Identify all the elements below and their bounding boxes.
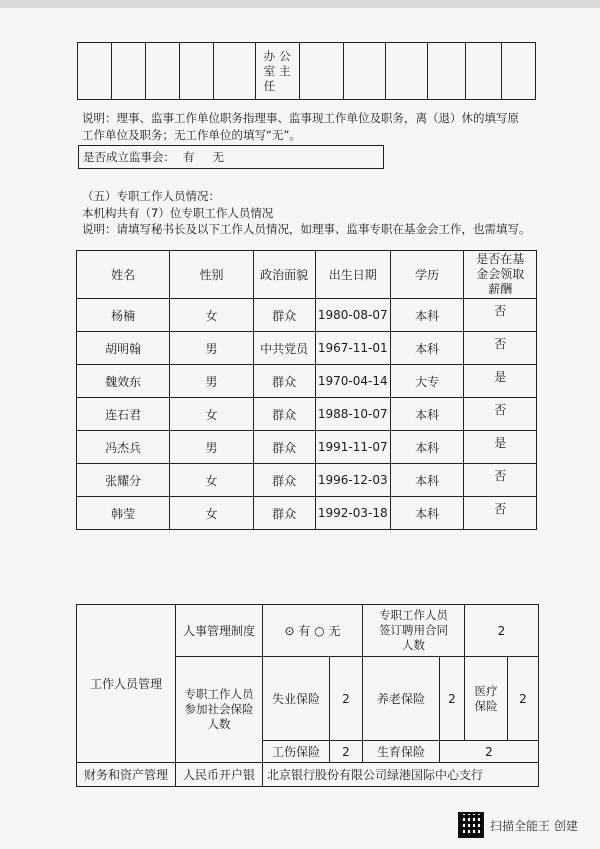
cell-education: 本科 xyxy=(390,497,464,530)
cell-education: 本科 xyxy=(390,299,464,332)
col-header: 出生日期 xyxy=(315,251,390,299)
supervisory-no[interactable]: 无 xyxy=(212,150,224,164)
pension-label: 养老保险 xyxy=(363,657,440,741)
cell-name: 连石君 xyxy=(77,398,170,431)
bank-value: 北京银行股份有限公司绿港国际中心支行 xyxy=(263,763,539,787)
cell-salary: 否 xyxy=(464,299,537,332)
cell-gender: 女 xyxy=(170,464,253,497)
scanner-watermark xyxy=(458,812,578,838)
top-cell xyxy=(299,43,343,100)
table-row xyxy=(77,431,537,464)
note-line-1: 说明：理事、监事工作单位职务指理事、监事现工作单位及职务，离（退）休的填写原 xyxy=(82,111,519,125)
supervisory-label: 是否成立监事会： xyxy=(83,150,175,164)
cell-birth: 1967-11-01 xyxy=(315,332,390,365)
unemployment-value: 2 xyxy=(330,657,363,741)
top-table xyxy=(77,42,536,100)
col-header: 性别 xyxy=(170,251,253,299)
top-cell xyxy=(386,43,428,100)
top-cell xyxy=(466,43,502,100)
top-cell xyxy=(145,43,179,100)
cell-name: 魏效东 xyxy=(77,365,170,398)
cell-education: 大专 xyxy=(390,365,464,398)
staff-mgmt-label: 工作人员管理 xyxy=(77,605,176,763)
section-note: 说明：请填写秘书长及以下工作人员情况，如理事、监事专职在基金会工作，也需填写。 xyxy=(82,222,531,236)
top-cell xyxy=(111,43,145,100)
cell-salary: 是 xyxy=(464,365,537,398)
cell-salary: 是 xyxy=(464,431,537,464)
staff-header-row xyxy=(77,251,537,299)
top-cell xyxy=(213,43,255,100)
cell-birth: 1992-03-18 xyxy=(315,497,390,530)
top-header-cell xyxy=(255,43,299,100)
cell-name: 胡明翰 xyxy=(77,332,170,365)
top-cell xyxy=(179,43,213,100)
maternity-value: 2 xyxy=(440,741,539,763)
table-row xyxy=(77,365,537,398)
injury-label: 工伤保险 xyxy=(263,741,330,763)
contract-value: 2 xyxy=(465,605,539,657)
table-row xyxy=(77,299,537,332)
cell-birth: 1980-08-07 xyxy=(315,299,390,332)
cell-name: 杨楠 xyxy=(77,299,170,332)
medical-value: 2 xyxy=(508,657,539,741)
maternity-label: 生育保险 xyxy=(363,741,440,763)
cell-name: 张耀分 xyxy=(77,464,170,497)
table-row xyxy=(77,497,537,530)
cell-gender: 男 xyxy=(170,431,253,464)
hr-system-label: 人事管理制度 xyxy=(176,605,263,657)
cell-birth: 1996-12-03 xyxy=(315,464,390,497)
bank-label: 人民币开户银 xyxy=(176,763,263,787)
top-cell xyxy=(502,43,536,100)
cell-gender: 男 xyxy=(170,365,253,398)
table-row xyxy=(77,464,537,497)
top-cell xyxy=(343,43,385,100)
top-header-text: 办 室 任 xyxy=(263,48,276,93)
top-cell xyxy=(78,43,112,100)
qr-code-icon xyxy=(458,812,484,838)
top-scan-strip xyxy=(0,0,600,8)
note-line-2: 工作单位及职务；无工作单位的填写“无”。 xyxy=(82,128,301,142)
cell-salary: 否 xyxy=(464,497,537,530)
cell-birth: 1988-10-07 xyxy=(315,398,390,431)
unemployment-label: 失业保险 xyxy=(263,657,330,741)
cell-gender: 女 xyxy=(170,497,253,530)
cell-gender: 男 xyxy=(170,332,253,365)
cell-political: 中共党员 xyxy=(253,332,315,365)
cell-political: 群众 xyxy=(253,497,315,530)
cell-political: 群众 xyxy=(253,464,315,497)
top-cell xyxy=(428,43,466,100)
cell-education: 本科 xyxy=(390,464,464,497)
cell-political: 群众 xyxy=(253,431,315,464)
pension-value: 2 xyxy=(440,657,465,741)
cell-education: 本科 xyxy=(390,398,464,431)
cell-political: 群众 xyxy=(253,365,315,398)
section-title: （五）专职工作人员情况： xyxy=(82,189,220,203)
supervisory-box xyxy=(78,145,384,169)
cell-salary: 否 xyxy=(464,332,537,365)
insurance-label: 专职工作人员 参加社会保险 人数 xyxy=(176,657,263,763)
cell-education: 本科 xyxy=(390,332,464,365)
cell-birth: 1970-04-14 xyxy=(315,365,390,398)
top-header-text-2: 公 主 xyxy=(279,48,291,78)
table-row xyxy=(77,332,537,365)
cell-education: 本科 xyxy=(390,431,464,464)
col-header: 姓名 xyxy=(77,251,170,299)
cell-salary: 否 xyxy=(464,464,537,497)
hr-system-radio[interactable]: ⊙ 有 ○ 无 xyxy=(263,605,363,657)
cell-name: 冯杰兵 xyxy=(77,431,170,464)
table-row xyxy=(77,398,537,431)
finance-label: 财务和资产管理 xyxy=(77,763,176,787)
col-header: 学历 xyxy=(390,251,464,299)
cell-salary: 否 xyxy=(464,398,537,431)
staff-count: 本机构共有（7）位专职工作人员情况 xyxy=(82,206,274,220)
injury-value: 2 xyxy=(330,741,363,763)
col-header: 政治面貌 xyxy=(253,251,315,299)
medical-label: 医疗 保险 xyxy=(465,657,508,741)
supervisory-yes[interactable]: 有 xyxy=(183,150,195,164)
scanner-text: 扫描全能王 创建 xyxy=(490,818,578,833)
col-header: 是否在基 金会领取 薪酬 xyxy=(464,251,537,299)
cell-birth: 1991-11-07 xyxy=(315,431,390,464)
cell-gender: 女 xyxy=(170,299,253,332)
contract-label: 专职工作人员 签订聘用合同 人数 xyxy=(363,605,465,657)
cell-political: 群众 xyxy=(253,299,315,332)
management-table xyxy=(76,604,539,787)
cell-name: 韩莹 xyxy=(77,497,170,530)
staff-table xyxy=(76,250,537,530)
cell-political: 群众 xyxy=(253,398,315,431)
cell-gender: 女 xyxy=(170,398,253,431)
